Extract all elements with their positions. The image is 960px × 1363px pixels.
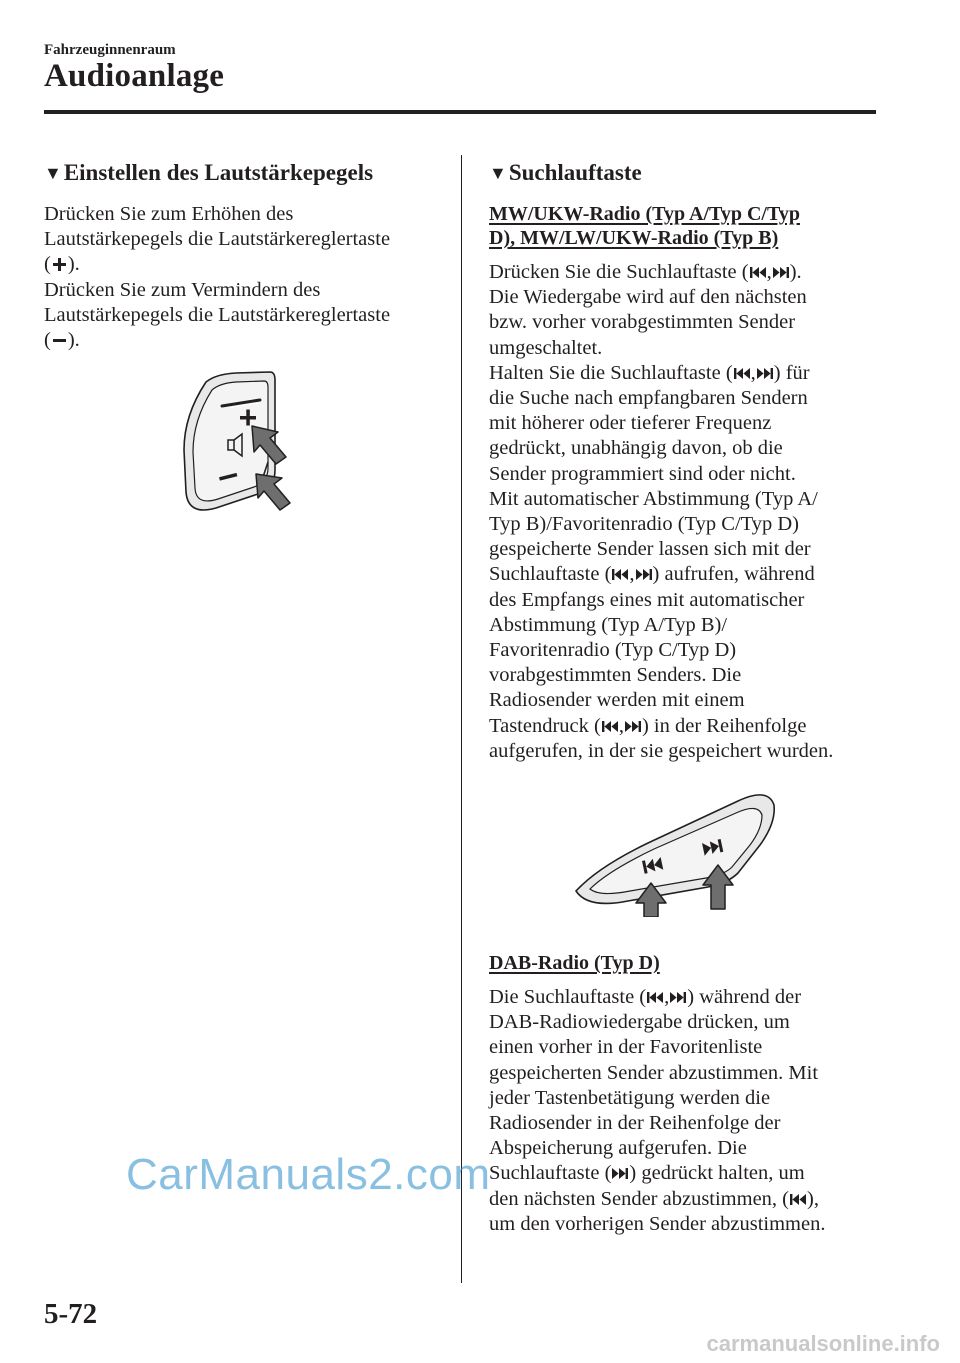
seek-down-icon xyxy=(750,266,766,279)
seek-down-icon xyxy=(612,568,628,581)
subheading-line: D), MW/LW/UKW-Radio (Typ B) xyxy=(489,227,779,249)
text-line: um den vorherigen Sender abzustimmen. xyxy=(489,1212,826,1235)
text-line xyxy=(44,328,442,353)
seek-heading-text: Suchlauftaste xyxy=(508,160,642,185)
text-line: Radiosender werden mit einem xyxy=(489,689,745,712)
text-line: vorabgestimmten Senders. Die xyxy=(489,664,742,687)
seek-down-icon xyxy=(734,367,750,380)
plus-icon xyxy=(53,258,66,271)
seek-paragraph xyxy=(489,260,889,764)
seek-down-icon xyxy=(790,1193,806,1206)
text-line: Mit automatischer Abstimmung (Typ A/ xyxy=(489,487,818,510)
text-run: ) aufrufen, während xyxy=(652,563,815,586)
text-line: Abspeicherung aufgerufen. Die xyxy=(489,1137,747,1160)
volume-up-paragraph xyxy=(44,202,442,278)
text-run: ). xyxy=(789,261,802,283)
text-line: Radiosender in der Reihenfolge der xyxy=(489,1112,781,1135)
dab-subheading: DAB-Radio (Typ D) xyxy=(489,952,660,974)
text-run: Halten Sie die Suchlauftaste ( xyxy=(489,361,733,384)
text-run: ), xyxy=(807,1187,819,1210)
paren-close: ). xyxy=(67,253,80,276)
text-line: Drücken Sie zum Erhöhen des xyxy=(44,203,294,225)
volume-switch-illustration xyxy=(176,370,316,520)
text-run: ) gedrückt halten, um xyxy=(629,1162,805,1185)
text-run: Die Suchlauftaste ( xyxy=(489,986,647,1008)
text-line: jeder Tastenbetätigung werden die xyxy=(489,1086,771,1109)
seek-up-icon xyxy=(636,568,652,581)
seek-switch-illustration xyxy=(568,783,784,917)
text-line: mit höherer oder tieferer Frequenz xyxy=(489,412,772,435)
text-line: Die Wiedergabe wird auf den nächsten xyxy=(489,286,807,309)
text-run: Suchlauftaste ( xyxy=(489,563,612,586)
subheading-line: MW/UKW-Radio (Typ A/Typ C/Typ xyxy=(489,203,800,225)
text-run: , xyxy=(618,714,624,737)
text-run: , xyxy=(629,563,635,586)
text-line xyxy=(489,1161,889,1186)
volume-section xyxy=(44,158,442,353)
text-run: , xyxy=(664,986,670,1008)
watermark: CarManuals2.com xyxy=(126,1150,491,1199)
text-line xyxy=(489,985,889,1010)
paren-open: ( xyxy=(44,253,51,276)
chapter-title: Audioanlage xyxy=(44,58,225,94)
text-run: , xyxy=(766,261,772,283)
dab-section xyxy=(489,951,889,1237)
text-run: , xyxy=(750,361,756,384)
seek-up-icon xyxy=(757,367,773,380)
minus-icon xyxy=(53,334,66,347)
text-run: den nächsten Sender abzustimmen, ( xyxy=(489,1187,790,1210)
text-line: Abstimmung (Typ A/Typ B)/ xyxy=(489,613,728,636)
header-rule xyxy=(44,110,876,114)
section-title: Fahrzeuginnenraum xyxy=(44,42,176,58)
volume-heading-text: Einstellen des Lautstärkepegels xyxy=(63,160,374,185)
seek-up-icon xyxy=(612,1167,628,1180)
text-line: Sender programmiert sind oder nicht. xyxy=(489,462,796,485)
text-line: aufgerufen, in der sie gespeichert wurden. xyxy=(489,739,834,762)
text-run: Suchlauftaste ( xyxy=(489,1162,612,1185)
dab-paragraph xyxy=(489,985,889,1237)
page-number: 5-72 xyxy=(44,1298,98,1330)
text-line xyxy=(489,562,889,587)
text-line: gespeicherte Sender lassen sich mit der xyxy=(489,538,811,561)
text-line: Favoritenradio (Typ C/Typ D) xyxy=(489,639,737,662)
text-line xyxy=(489,714,889,739)
seek-down-icon xyxy=(647,991,663,1004)
footer-url[interactable]: carmanualsonline.info xyxy=(706,1331,940,1356)
text-line: Typ B)/Favoritenradio (Typ C/Typ D) xyxy=(489,513,799,536)
text-run: Tastendruck ( xyxy=(489,714,601,737)
seek-up-icon xyxy=(773,266,789,279)
seek-section xyxy=(489,158,889,764)
text-line xyxy=(489,1187,889,1212)
text-line: gedrückt, unabhängig davon, ob die xyxy=(489,437,783,460)
text-line xyxy=(44,252,442,277)
text-run: ) in der Reihenfolge xyxy=(641,714,807,737)
press-arrow-icon xyxy=(256,474,290,510)
triangle-marker-icon: ▼ xyxy=(44,163,62,183)
seek-heading xyxy=(489,158,889,188)
text-line: einen vorher in der Favoritenliste xyxy=(489,1036,763,1059)
paren-close: ). xyxy=(67,329,80,352)
text-run: Drücken Sie die Suchlauftaste ( xyxy=(489,261,749,283)
volume-down-paragraph xyxy=(44,278,442,354)
text-run: ) während der xyxy=(687,986,802,1008)
text-line: die Suche nach empfangbaren Sendern xyxy=(489,387,808,410)
volume-heading xyxy=(44,158,442,188)
text-line xyxy=(489,260,889,285)
text-line: gespeicherten Sender abzustimmen. Mit xyxy=(489,1061,819,1084)
seek-down-icon xyxy=(602,720,618,733)
text-line: bzw. vorher vorabgestimmten Sender xyxy=(489,311,796,334)
seek-up-icon xyxy=(670,991,686,1004)
text-line: umgeschaltet. xyxy=(489,336,603,359)
text-line: DAB-Radiowiedergabe drücken, um xyxy=(489,1011,790,1034)
seek-up-icon xyxy=(625,720,641,733)
paren-open: ( xyxy=(44,329,51,352)
text-line xyxy=(489,361,889,386)
text-run: ) für xyxy=(773,361,810,384)
text-line: des Empfangs eines mit automatischer xyxy=(489,588,805,611)
text-line: Lautstärkepegels die Lautstärkereglertaste xyxy=(44,303,391,326)
radio-subheading xyxy=(489,202,889,250)
triangle-marker-icon: ▼ xyxy=(489,163,507,183)
text-line: Lautstärkepegels die Lautstärkereglertaste xyxy=(44,228,391,251)
text-line: Drücken Sie zum Vermindern des xyxy=(44,278,321,301)
column-divider xyxy=(461,155,462,1283)
